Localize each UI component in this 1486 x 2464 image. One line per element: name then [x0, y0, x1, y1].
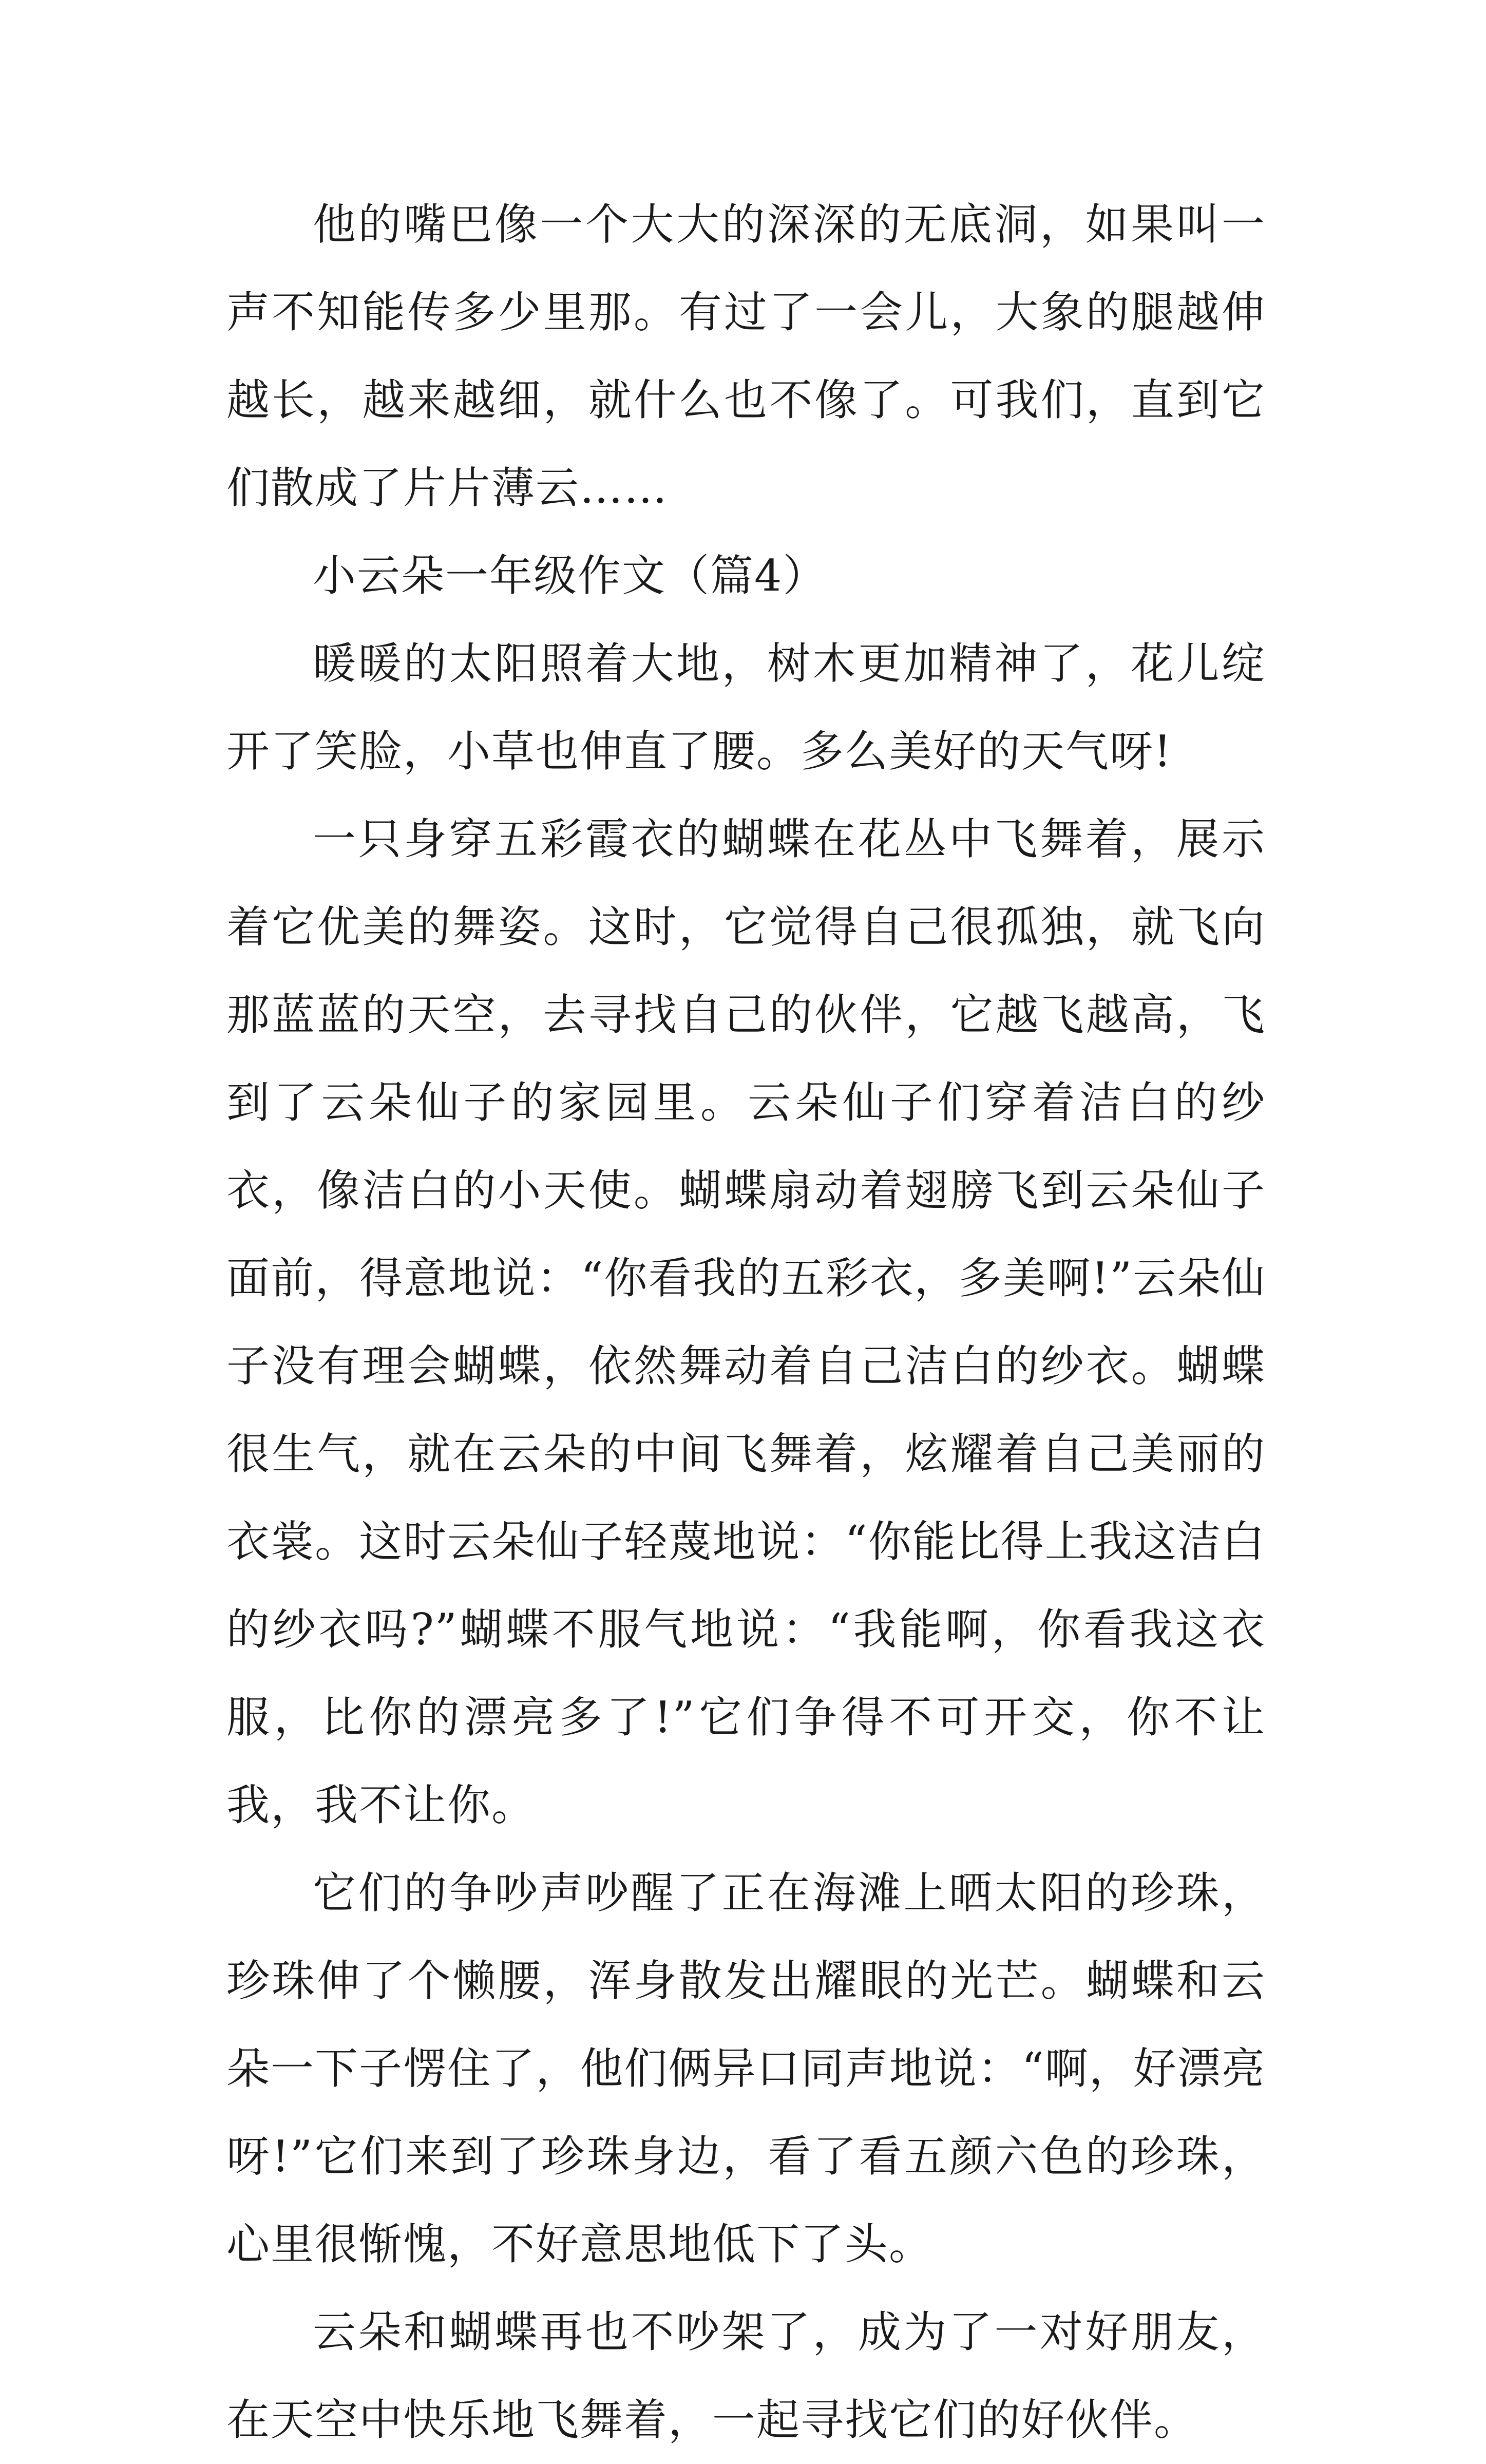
- document-body: [226, 181, 1266, 2464]
- paragraph-2: 暖暖的太阳照着大地，树木更加精神了，花儿绽开了笑脸，小草也伸直了腰。多么美好的天气呀!: [226, 638, 1266, 776]
- section-heading: 小云朵一年级作文（篇4）: [313, 551, 827, 601]
- paragraph-1: 他的嘴巴像一个大大的深深的无底洞，如果叫一声不知能传多少里那。有过了一会儿，大象的腿越伸越长，越来越细，就什么也不像了。可我们，直到它们散成了片片薄云……: [226, 199, 1266, 513]
- paragraph-5: 云朵和蝴蝶再也不吵架了，成为了一对好朋友，在天空中快乐地飞舞着，一起寻找它们的好伙伴。: [226, 2307, 1266, 2445]
- paragraph-3: 一只身穿五彩霞衣的蝴蝶在花丛中飞舞着，展示着它优美的舞姿。这时，它觉得自己很孤独，就飞向那蓝蓝的天空，去寻找自己的伙伴，它越飞越高，飞到了云朵仙子的家园里。云朵仙子们穿着洁白的纱衣，像洁白的小天使。蝴蝶扇动着翅膀飞到云朵仙子面前，得意地说：“你看我的五彩衣，多美啊!”云朵仙子没有理会蝴蝶，依然舞动着自己洁白的纱衣。蝴蝶很生气，就在云朵的中间飞舞着，炫耀着自己美丽的衣裳。这时云朵仙子轻蔑地说：“你能比得上我这洁白的纱衣吗?”蝴蝶不服气地说：“我能啊，你看我这衣服，比你的漂亮多了!”它们争得不可开交，你不让我，我不让你。: [226, 814, 1266, 1830]
- paragraph-4: 它们的争吵声吵醒了正在海滩上晒太阳的珍珠，珍珠伸了个懒腰，浑身散发出耀眼的光芒。蝴蝶和云朵一下子愣住了，他们俩异口同声地说：“啊，好漂亮呀!”它们来到了珍珠身边，看了看五颜六色的珍珠，心里很惭愧，不好意思地低下了头。: [226, 1868, 1266, 2269]
